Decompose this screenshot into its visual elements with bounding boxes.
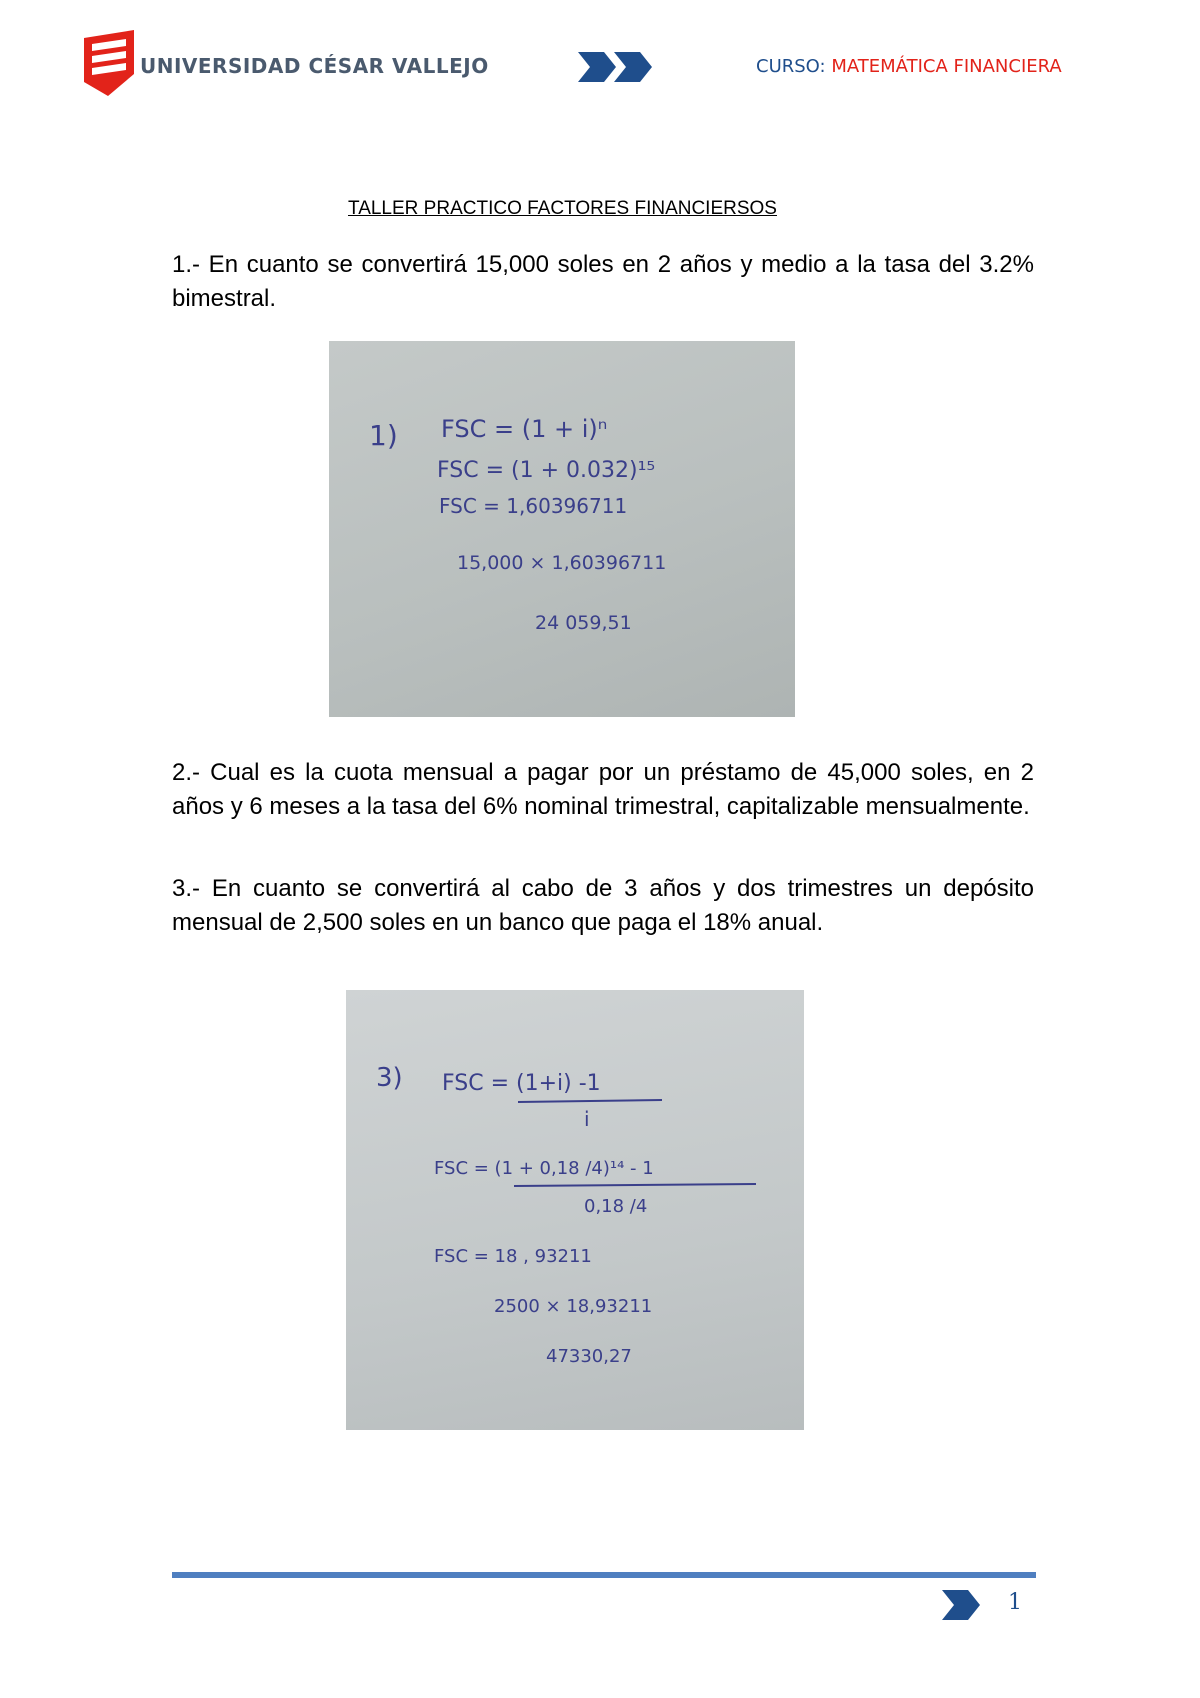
- question-1: 1.- En cuanto se convertirá 15,000 soles en 2 años y medio a la tasa del 3.2% bimestral.: [172, 251, 1034, 312]
- page-number: 1: [1008, 1590, 1022, 1615]
- hw3-line-5: 47330,27: [546, 1346, 632, 1367]
- hw1-number: 1): [369, 419, 398, 452]
- hw3-line-1-numerator: FSC = (1+i) -1: [442, 1071, 601, 1096]
- question-2: 2.- Cual es la cuota mensual a pagar por un préstamo de 45,000 soles, en 2 años y 6 meses a la tasa del 6% nominal trimestral, capitalizable mensualmente.: [172, 759, 1034, 820]
- course-label: CURSO:: [756, 56, 826, 77]
- chevron-right-icon: [942, 1590, 982, 1620]
- handwritten-solution-3-photo: [346, 990, 804, 1430]
- double-chevron-icon: [578, 52, 656, 82]
- hw3-fraction-bar-2: [514, 1184, 756, 1186]
- hw3-line-4: 2500 × 18,93211: [494, 1296, 653, 1317]
- handwritten-solution-1-photo: [329, 341, 795, 717]
- document-title: TALLER PRACTICO FACTORES FINANCIERSOS: [348, 198, 777, 219]
- hw3-line-3: FSC = 18 , 93211: [434, 1246, 592, 1267]
- hw1-line-1: FSC = (1 + i)ⁿ: [441, 415, 608, 443]
- hw3-line-1-denominator: i: [584, 1107, 590, 1131]
- hw3-fraction-bar-1: [518, 1100, 662, 1102]
- university-logo: [84, 30, 134, 96]
- footer-divider: [172, 1572, 1036, 1578]
- hw3-number: 3): [376, 1063, 403, 1093]
- hw1-line-2: FSC = (1 + 0.032)¹⁵: [437, 458, 656, 483]
- hw3-line-2-denominator: 0,18 /4: [584, 1196, 648, 1217]
- hw1-line-4: 15,000 × 1,60396711: [457, 552, 667, 574]
- page-header: [0, 0, 1200, 120]
- university-name: UNIVERSIDAD CÉSAR VALLEJO: [140, 54, 489, 78]
- course-heading: [756, 56, 1062, 77]
- hw1-line-3: FSC = 1,60396711: [439, 494, 628, 518]
- hw1-line-5: 24 059,51: [535, 612, 632, 634]
- course-name: MATEMÁTICA FINANCIERA: [831, 56, 1062, 77]
- question-3: 3.- En cuanto se convertirá al cabo de 3 años y dos trimestres un depósito mensual de 2,500 soles en un banco que paga el 18% anual.: [172, 875, 1034, 936]
- hw3-line-2-numerator: FSC = (1 + 0,18 /4)¹⁴ - 1: [434, 1158, 654, 1179]
